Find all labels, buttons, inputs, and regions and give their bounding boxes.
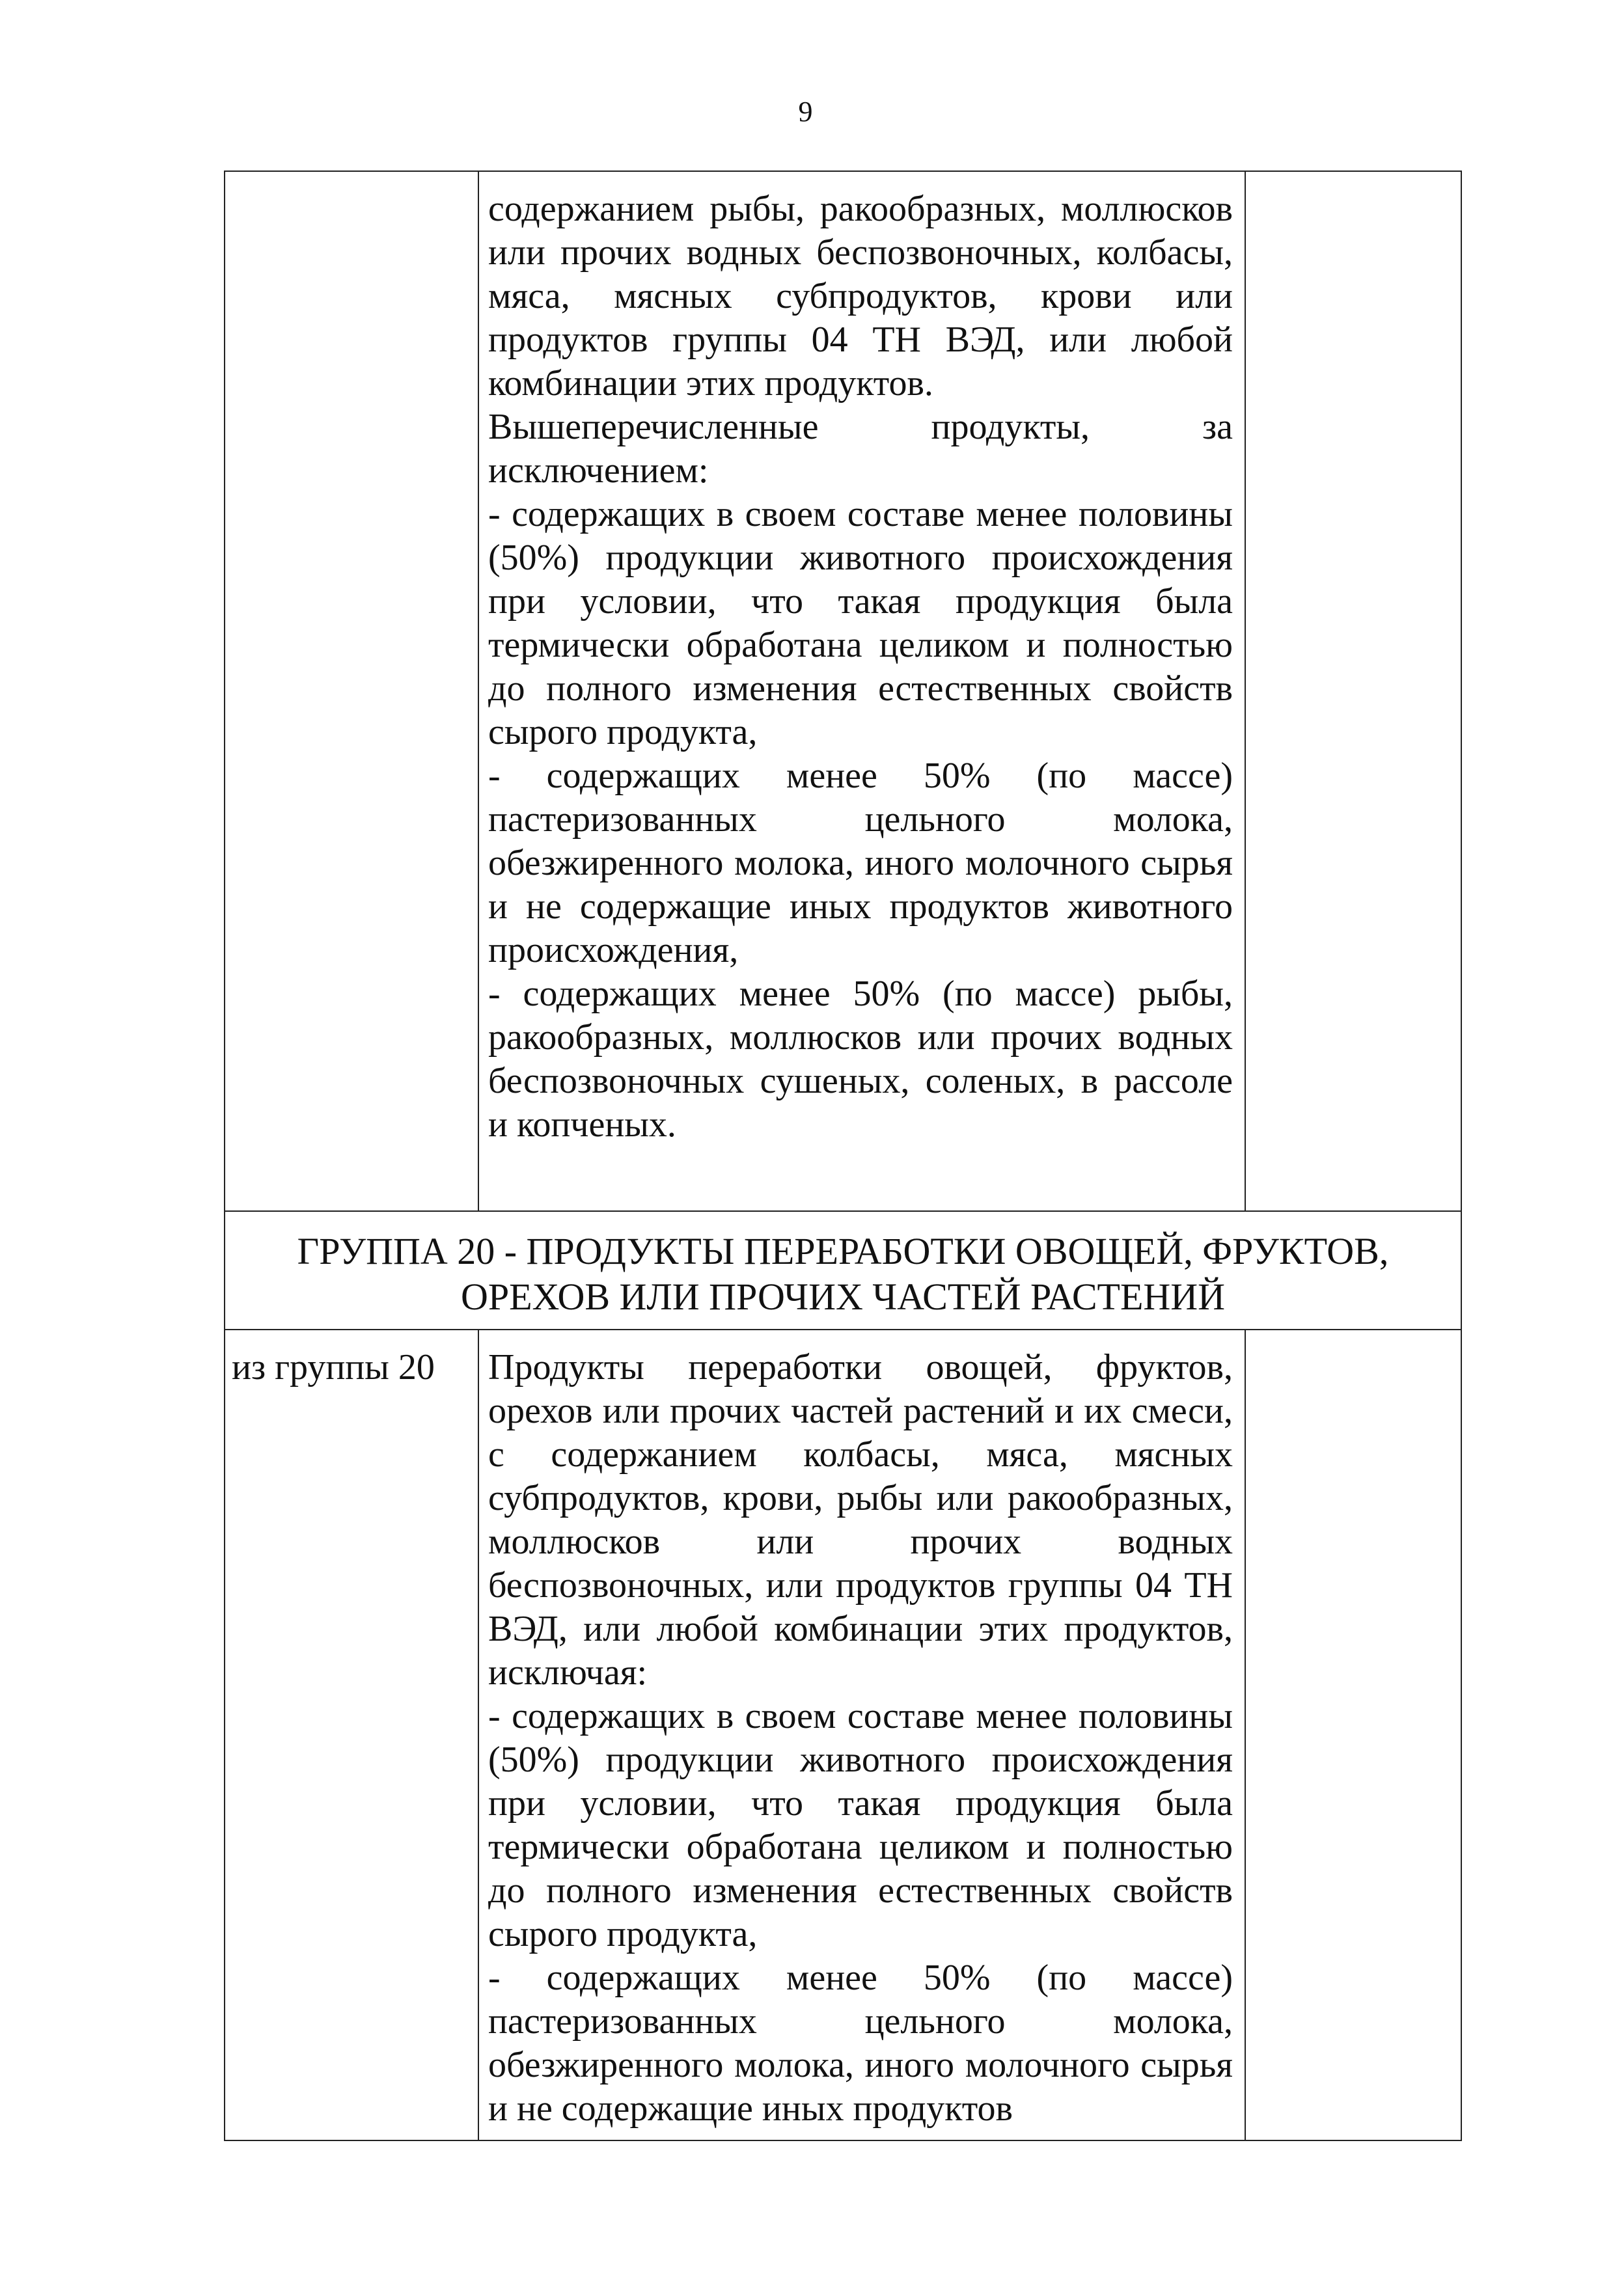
- description-paragraph: - содержащих в своем составе менее половины (50%) продукции животного происхождения при условии, что такая продукция была термически обработана целиком и полностью до полного изменения естественных свойств сырого продукта,: [488, 1696, 1233, 1954]
- table-row: [225, 1330, 1461, 2140]
- description-paragraph: - содержащих менее 50% (по массе) рыбы, ракообразных, моллюсков или прочих водных беспозвоночных сушеных, соленых, в рассоле и копченых.: [488, 974, 1233, 1145]
- description-paragraph: Продукты переработки овощей, фруктов, орехов или прочих частей растений и их смеси, с содержанием колбасы, мяса, мясных субпродуктов, крови, рыбы или ракообразных, моллюсков или прочих водных беспозвоночных, или продуктов группы 04 ТН ВЭД, или любой комбинации этих продуктов, исключая:: [488, 1347, 1233, 1693]
- description-cell: [478, 171, 1245, 1211]
- page-number: 9: [798, 96, 813, 128]
- group-header: ГРУППА 20 - ПРОДУКТЫ ПЕРЕРАБОТКИ ОВОЩЕЙ, ФРУКТОВ, ОРЕХОВ ИЛИ ПРОЧИХ ЧАСТЕЙ РАСТЕНИЙ: [225, 1211, 1461, 1330]
- conditions-cell: [1245, 171, 1461, 1211]
- code-text: из группы 20: [232, 1347, 435, 1387]
- description-paragraph: - содержащих менее 50% (по массе) пастеризованных цельного молока, обезжиренного молока, иного молочного сырья и не содержащие иных продуктов: [488, 1958, 1233, 2129]
- description-paragraph: - содержащих менее 50% (по массе) пастеризованных цельного молока, обезжиренного молока, иного молочного сырья и не содержащие иных продуктов животного происхождения,: [488, 756, 1233, 970]
- description-cell: [478, 1330, 1245, 2140]
- table-row: [225, 171, 1461, 1211]
- conditions-text: [1246, 172, 1461, 187]
- description-paragraph: Вышеперечисленные продукты, за исключением:: [488, 407, 1233, 491]
- conditions-cell: [1245, 1330, 1461, 2140]
- regulation-table: [224, 171, 1462, 2141]
- description-paragraph: содержанием рыбы, ракообразных, моллюсков или прочих водных беспозвоночных, колбасы, мяса, мясных субпродуктов, крови или продуктов группы 04 ТН ВЭД, или любой комбинации этих продуктов.: [488, 189, 1233, 403]
- description-paragraph: - содержащих в своем составе менее половины (50%) продукции животного происхождения при условии, что такая продукция была термически обработана целиком и полностью до полного изменения естественных свойств сырого продукта,: [488, 494, 1233, 752]
- conditions-text: [1246, 1330, 1461, 1346]
- group-header-row: [225, 1211, 1461, 1330]
- code-cell: [225, 1330, 478, 2140]
- code-cell: [225, 171, 478, 1211]
- code-text: [225, 172, 478, 187]
